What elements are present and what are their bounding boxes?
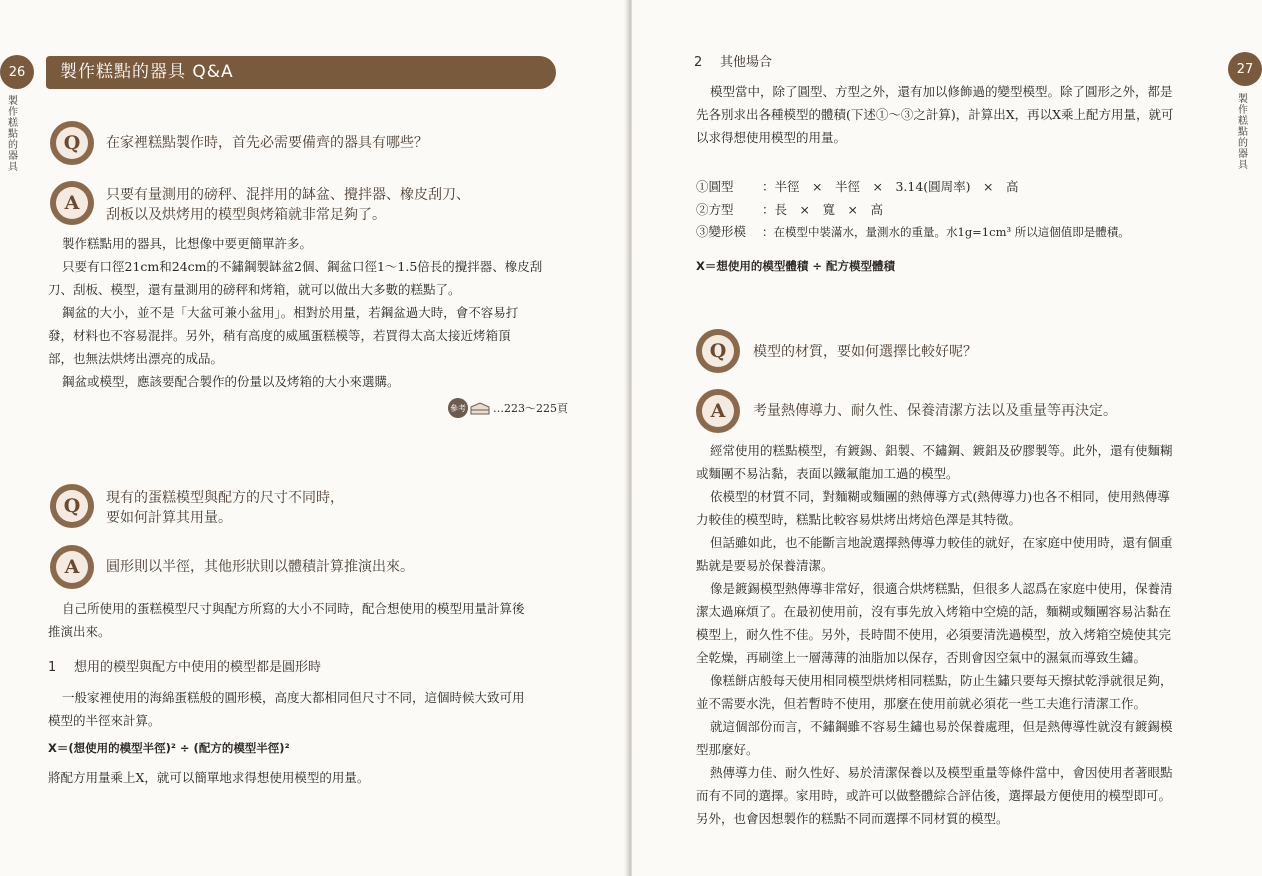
a-badge-icon: A (696, 389, 740, 433)
chapter-title: 製作糕點的器具 Q&A (46, 56, 556, 89)
a-badge-icon: A (50, 545, 94, 589)
section-2-heading: 2 其他場合 (694, 55, 773, 70)
closing-text: 將配方用量乘上X，就可以簡單地求得想使用模型的用量。 (48, 770, 370, 785)
a-badge-icon: A (50, 181, 94, 225)
page-number-left: 26 (0, 55, 34, 89)
shape-row-round: ①圓型 ：半徑 × 半徑 × 3.14(圓周率) × 高 (696, 179, 1019, 194)
reference-pages: …223～225頁 (493, 402, 568, 415)
shape-row-custom: ③變形模 ：在模型中裝滿水，量測水的重量。水1g=1cm³ 所以這個值即是體積。 (696, 224, 1130, 239)
volume-formula: X＝想使用的模型體積 ÷ 配方模型體積 (696, 259, 896, 273)
reference-icon: 參考 (448, 398, 468, 418)
side-tab-left: 製作糕點的器具 (8, 96, 18, 173)
section-1-heading: 1 想用的模型與配方中使用的模型都是圓形時 (48, 660, 322, 675)
qa1-body: 製作糕點用的器具，比想像中要更簡單許多。 只要有口徑21cm和24cm的不鏽鋼製缽盆2個、鋼盆口徑1～1.5倍長的攪拌器、橡皮刮 刀、刮板、模型，還有量測用的磅秤和烤箱，就可以做出大多數的糕點了。 鋼盆的大小，並不是「大盆可兼小盆用」。相對於用量，若鋼盆過大時，會不容易打 發，材料也不容易混拌。另外，稍有高度的威風蛋糕模等，若買得太高太接近烤箱頂 部，也無法烘烤出漂亮的成品。 鋼盆或模型，應該要配合製作的份量以及烤箱的大小來選購。 (48, 236, 543, 389)
question-2: 現有的蛋糕模型與配方的尺寸不同時， 要如何計算其用量。 (106, 490, 344, 526)
answer-3: 考量熱傳導力、耐久性、保養清潔方法以及重量等再決定。 (753, 403, 1117, 419)
q-badge-icon: Q (696, 329, 740, 373)
left-page (0, 0, 628, 876)
qa2-intro: 自己所使用的蛋糕模型尺寸與配方所寫的大小不同時，配合想使用的模型用量計算後 推演出來。 (48, 601, 525, 639)
right-page (632, 0, 1262, 876)
page-number-right: 27 (1228, 52, 1262, 86)
section-2-body: 模型當中，除了圓型、方型之外，還有加以修飾過的變型模型。除了圓形之外，都是 先各別求出各種模型的體積(下述①～③之計算)，計算出X，再以X乘上配方用量，就可 以求得想使用模型的用量。 (696, 84, 1174, 145)
page-reference (448, 398, 568, 418)
q-badge-icon: Q (50, 121, 94, 165)
question-3: 模型的材質，要如何選擇比較好呢？ (753, 344, 977, 360)
side-tab-right: 製作糕點的器具 (1238, 94, 1248, 171)
qa3-body: 經常使用的糕點模型，有鍍錫、鋁製、不鏽鋼、鍍鋁及矽膠製等。此外，還有使麵糊 或麵團不易沾黏，表面以鐵氟龍加工過的模型。 依模型的材質不同，對麵糊或麵團的熱傳導方式(熱傳導力)也各不相同，使用熱傳導 力較佳的模型時，糕點比較容易烘烤出烤焙色澤是其特徵。 但話雖如此，也不能斷言地說選擇熱傳導力較佳的就好，在家庭中使用時，還有個重 點就是要易於保養清潔。 像是鍍錫模型熱傳導非常好，很適合烘烤糕點，但很多人認爲在家庭中使用，保養清 潔太過麻煩了。在最初使用前，沒有事先放入烤箱中空燒的話，麵糊或麵團容易沾黏在 模型上，耐久性不佳。另外，長時間不使用，必須要清洗過模型，放入烤箱空燒使其完 全乾燥，再刷塗上一層薄薄的油脂加以保存，否則會因空氣中的濕氣而導致生鏽。 像糕餅店般每天使用相同模型烘烤相同糕點，防止生鏽只要每天擦拭乾淨就很足夠， 並不需要水洗，但若暫時不使用，那麼在使用前就必須花一些工夫進行清潔工作。 就這個部份而言，不鏽鋼雖不容易生鏽也易於保養處理，但是熱傳導性就沒有鍍錫模 型那麼好。 熱傳導力佳、耐久性好、易於清潔保養以及模型重量等條件當中，會因使用者著眼點 而有不同的選擇。家用時，或許可以做整體綜合評估後，選擇最方便使用的模型即可。 另外，也會因想製作的糕點不同而選擇不同材質的模型。 (696, 443, 1173, 826)
section-1-body: 一般家裡使用的海綿蛋糕般的圓形模，高度大都相同但尺寸不同，這個時候大致可用 模型的半徑來計算。 (48, 690, 525, 728)
shape-row-square: ②方型 ：長 × 寬 × 高 (696, 202, 883, 217)
answer-1: 只要有量測用的磅秤、混拌用的缽盆、攪拌器、橡皮刮刀、 刮板以及烘烤用的模型與烤箱就非常足夠了。 (106, 187, 470, 223)
answer-2: 圓形則以半徑，其他形狀則以體積計算推演出來。 (106, 559, 414, 575)
radius-formula: X＝(想使用的模型半徑)² ÷ (配方的模型半徑)² (48, 741, 290, 755)
question-1: 在家裡糕點製作時，首先必需要備齊的器具有哪些？ (106, 135, 428, 151)
cake-icon (470, 401, 490, 415)
q-badge-icon: Q (50, 484, 94, 528)
